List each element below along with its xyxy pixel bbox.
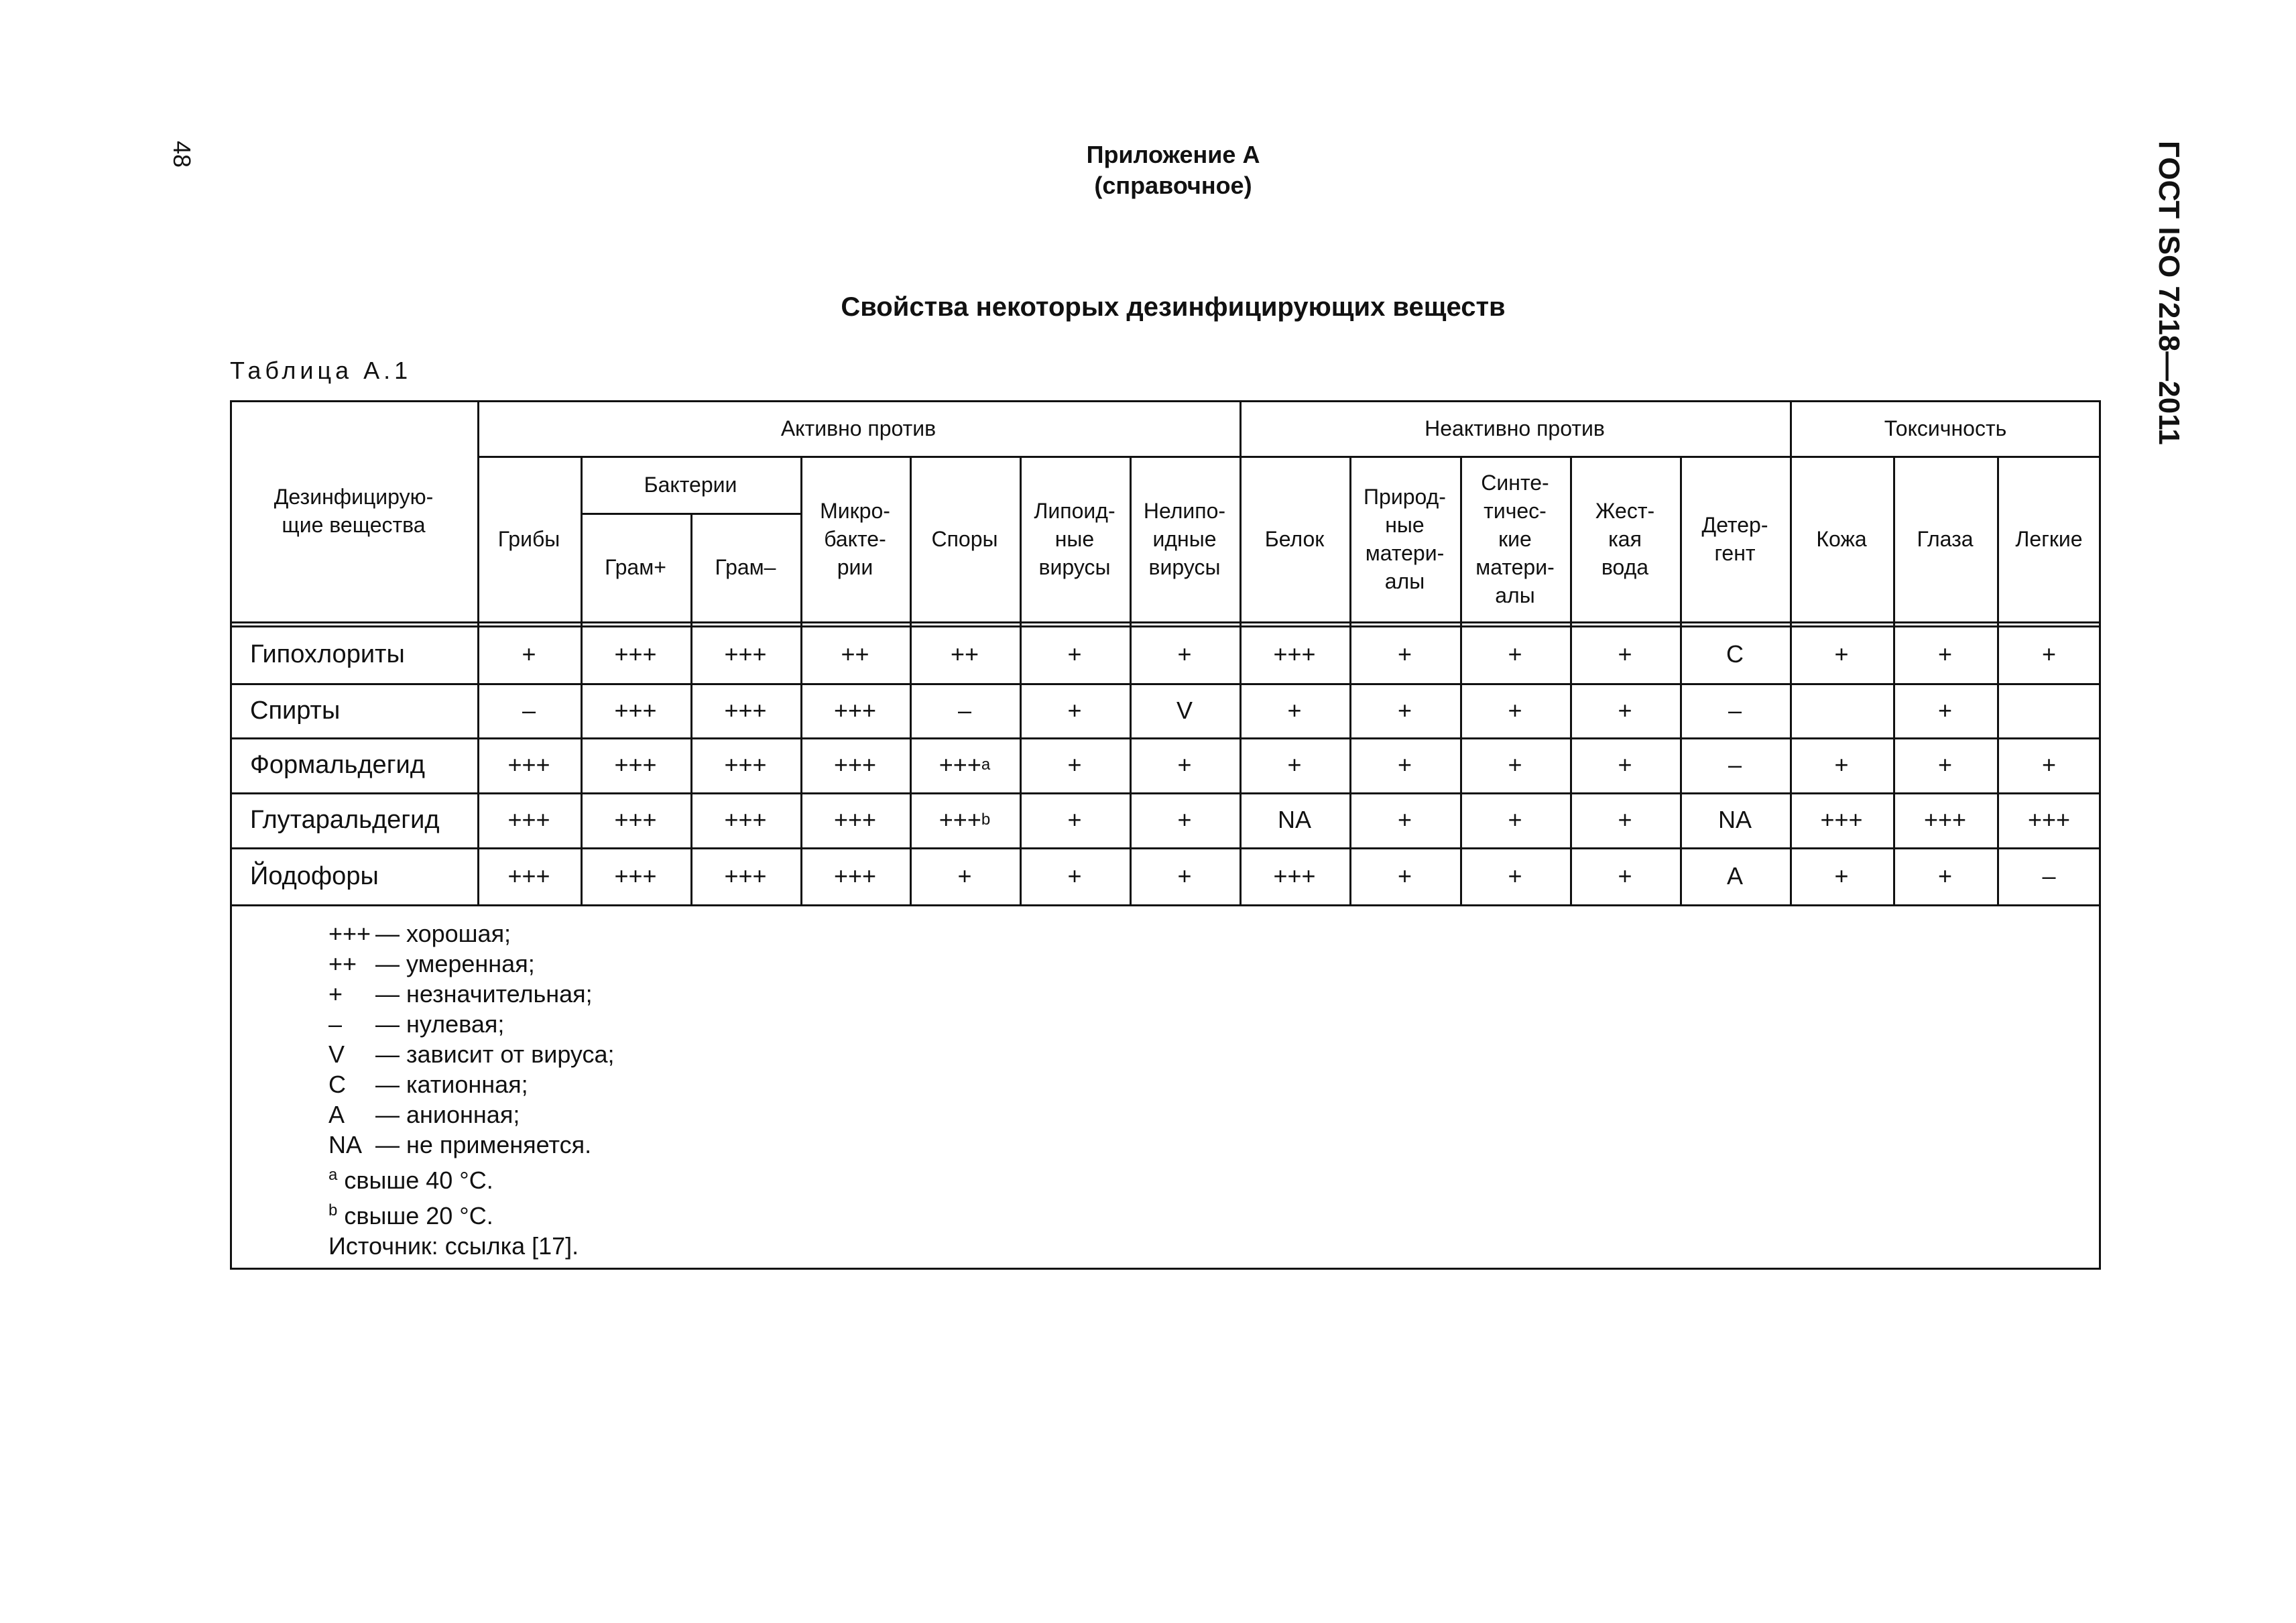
table-cell: +++ xyxy=(724,806,767,833)
table-cell: – xyxy=(957,696,972,724)
legend-item xyxy=(328,979,615,1009)
table-cell: + xyxy=(1618,861,1632,890)
table-cell: + xyxy=(1067,861,1082,890)
legend-text: — зависит от вируса; xyxy=(375,1040,615,1068)
table-cell: +++ xyxy=(1273,861,1316,890)
column-header-gram-negative: Грам– xyxy=(715,555,776,579)
footnotes xyxy=(328,1160,615,1231)
footnote-mark: a xyxy=(328,1166,338,1184)
column-header-synthetic-materials: Синте- тичес- кие матери- алы xyxy=(1475,470,1555,607)
table-cell: + xyxy=(1177,806,1192,833)
table-cell: + xyxy=(2041,640,2057,668)
table-cell: + xyxy=(1937,861,1953,890)
table-cell: + xyxy=(1397,696,1412,724)
footnote-mark: b xyxy=(981,810,991,829)
legend-code: C xyxy=(328,1071,346,1098)
table-cell xyxy=(1997,683,2101,737)
footnote-mark: b xyxy=(328,1201,338,1219)
column-header-detergent: Детер- гент xyxy=(1701,512,1768,565)
footnote-mark: a xyxy=(981,756,991,774)
legend-item xyxy=(328,949,615,979)
table-cell: – xyxy=(522,696,536,724)
table-cell: + xyxy=(2041,751,2057,778)
appendix-label: Приложение А xyxy=(1086,141,1260,168)
table-cell: +++ xyxy=(724,861,767,890)
column-header-hard-water: Жест- кая вода xyxy=(1595,498,1655,579)
toxicity-header: Токсичность xyxy=(1884,416,2007,440)
legend-item xyxy=(328,1039,615,1069)
page-number: 48 xyxy=(168,141,196,168)
legend-code: A xyxy=(328,1101,345,1128)
table-cell: +++ xyxy=(1273,640,1316,668)
table-cell: NA xyxy=(1277,806,1311,833)
table-cell: + xyxy=(1508,696,1522,724)
table-cell: +++ a xyxy=(939,751,991,778)
legend-text: — не применяется. xyxy=(375,1131,592,1158)
table-cell: +++ xyxy=(833,861,877,890)
column-header-lipid-viruses: Липоид- ные вирусы xyxy=(1034,498,1115,579)
table-cell: + xyxy=(1287,751,1302,778)
inactive-against-header: Неактивно против xyxy=(1425,416,1605,440)
column-header-gram-positive: Грам+ xyxy=(605,555,666,579)
legend-text: — анионная; xyxy=(375,1101,520,1128)
appendix-heading xyxy=(871,139,1475,201)
footnote-text: свыше 20 °С. xyxy=(337,1202,493,1229)
legend-text: — незначительная; xyxy=(375,980,593,1008)
table-cell: + xyxy=(957,861,972,890)
table-cell: + xyxy=(1067,806,1082,833)
table-cell: + xyxy=(1067,640,1082,668)
column-header-lungs: Легкие xyxy=(2015,526,2083,551)
legend-code: + xyxy=(328,980,343,1008)
table-caption: Таблица А.1 xyxy=(230,357,412,384)
table-cell: + xyxy=(1177,640,1192,668)
column-header-natural-materials: Природ- ные матери- алы xyxy=(1364,484,1446,593)
table-cell: +++ xyxy=(614,696,657,724)
table-cell: + xyxy=(1618,640,1632,668)
table-cell: + xyxy=(1618,751,1632,778)
footnote-text: свыше 40 °С. xyxy=(337,1166,493,1194)
table-cell: + xyxy=(1618,806,1632,833)
table-cell: +++ xyxy=(2027,806,2071,833)
column-header-spores: Споры xyxy=(931,526,998,551)
column-header-fungi: Грибы xyxy=(497,526,560,551)
table-cell: +++ xyxy=(614,806,657,833)
legend-code: NA xyxy=(328,1131,363,1158)
table-cell: +++ xyxy=(507,751,550,778)
column-header-eyes: Глаза xyxy=(1917,526,1974,551)
table-cell: + xyxy=(1508,640,1522,668)
table-cell: +++ b xyxy=(939,806,991,833)
column-header-skin: Кожа xyxy=(1816,526,1867,551)
substance-header: Дезинфицирую- щие вещества xyxy=(274,485,434,537)
table-cell: – xyxy=(1728,751,1742,778)
table-cell: +++ xyxy=(833,751,877,778)
table-cell: + xyxy=(1508,861,1522,890)
table-cell: + xyxy=(1834,640,1849,668)
table-cell: +++ xyxy=(833,806,877,833)
table-cell: V xyxy=(1176,696,1193,724)
table-cell: – xyxy=(2042,861,2056,890)
bacteria-header: Бактерии xyxy=(644,472,737,497)
row-label: Формальдегид xyxy=(250,751,425,779)
table-cell: + xyxy=(1067,696,1082,724)
table-cell: +++ xyxy=(614,861,657,890)
source-note: Источник: ссылка [17]. xyxy=(328,1232,579,1260)
legend-text: — нулевая; xyxy=(375,1010,505,1038)
table-title: Свойства некоторых дезинфицирующих веществ xyxy=(841,292,1506,322)
legend-text: — умеренная; xyxy=(375,950,535,977)
row-label: Спирты xyxy=(250,696,341,725)
table-cell: + xyxy=(1287,696,1302,724)
legend-code: ++ xyxy=(328,950,357,977)
legend-text: — хорошая; xyxy=(375,920,511,947)
table-cell: NA xyxy=(1717,806,1752,833)
table-cell: C xyxy=(1726,640,1744,668)
table-cell: +++ xyxy=(507,861,550,890)
table-cell xyxy=(1790,683,1893,737)
table-cell: – xyxy=(1728,696,1742,724)
table-cell: +++ xyxy=(833,696,877,724)
document-code: ГОСТ ISO 7218—2011 xyxy=(2153,141,2185,445)
table-cell: +++ xyxy=(724,696,767,724)
table-cell: +++ xyxy=(1923,806,1967,833)
table-cell: +++ xyxy=(507,806,550,833)
legend-item xyxy=(328,1099,615,1130)
legend-text: — катионная; xyxy=(375,1071,528,1098)
table-cell: + xyxy=(522,640,536,668)
table-cell: + xyxy=(1937,640,1953,668)
row-label: Йодофоры xyxy=(250,861,379,890)
row-divider xyxy=(230,904,2101,906)
table-cell: +++ xyxy=(724,751,767,778)
header-bottom-line xyxy=(230,621,2101,623)
legend-item xyxy=(328,918,615,949)
footnote xyxy=(328,1195,615,1231)
table-cell: + xyxy=(1067,751,1082,778)
table-cell: +++ xyxy=(614,751,657,778)
active-against-header: Активно против xyxy=(780,416,936,440)
table-cell: ++ xyxy=(950,640,979,668)
column-header-mycobacteria: Микро- бакте- рии xyxy=(820,498,890,579)
legend-item xyxy=(328,1009,615,1039)
table-cell: + xyxy=(1618,696,1632,724)
table-cell: + xyxy=(1937,751,1953,778)
legend-code: – xyxy=(328,1010,343,1038)
table-cell: + xyxy=(1834,861,1849,890)
table-cell: + xyxy=(1508,751,1522,778)
table-legend xyxy=(328,918,615,1261)
appendix-type: (справочное) xyxy=(1094,172,1252,199)
column-header-nonlipid-viruses: Нелипо- идные вирусы xyxy=(1143,498,1226,579)
footnote xyxy=(328,1160,615,1195)
table-cell: +++ xyxy=(614,640,657,668)
legend-code: V xyxy=(328,1040,345,1068)
legend-item xyxy=(328,1130,615,1160)
column-header-protein: Белок xyxy=(1264,526,1325,551)
table-cell: + xyxy=(1397,861,1412,890)
table-cell: + xyxy=(1834,751,1849,778)
legend-code: +++ xyxy=(328,920,371,947)
table-cell: +++ xyxy=(724,640,767,668)
legend-item xyxy=(328,1069,615,1099)
table-cell: + xyxy=(1177,861,1192,890)
row-label: Гипохлориты xyxy=(250,640,405,668)
row-label: Глутаральдегид xyxy=(250,806,440,834)
legend-list xyxy=(328,918,615,1160)
table-cell: +++ xyxy=(1820,806,1863,833)
table-cell: ++ xyxy=(841,640,869,668)
table-cell: + xyxy=(1177,751,1192,778)
table-cell: A xyxy=(1726,861,1743,890)
table-cell: + xyxy=(1397,640,1412,668)
table-cell: + xyxy=(1397,806,1412,833)
table-cell: + xyxy=(1937,696,1953,724)
table-cell: + xyxy=(1508,806,1522,833)
table-cell: + xyxy=(1397,751,1412,778)
